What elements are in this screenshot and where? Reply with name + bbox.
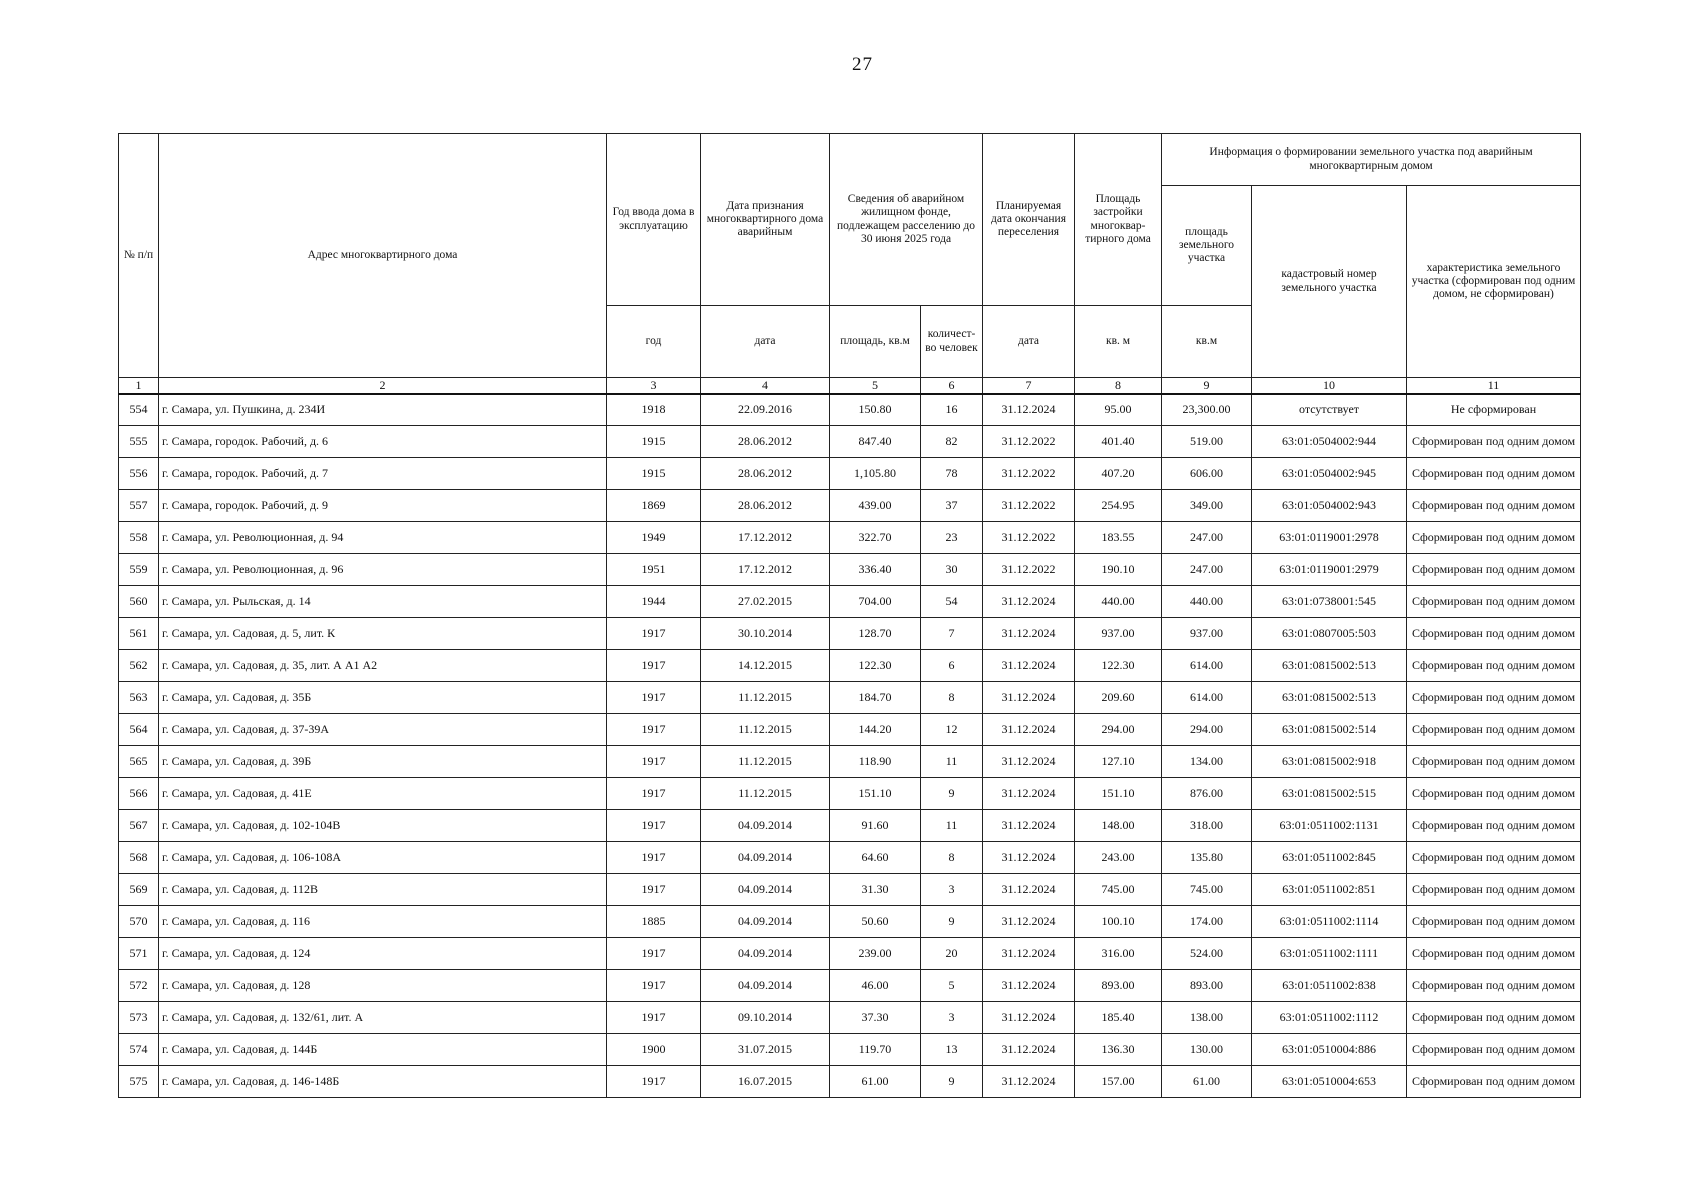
land-status-cell: Не сформирован xyxy=(1407,394,1581,426)
table-row xyxy=(119,842,1581,874)
land-status-cell: Сформирован под одним домом xyxy=(1407,938,1581,970)
unit-area: площадь, кв.м xyxy=(830,306,921,378)
land-status-cell: Сформирован под одним домом xyxy=(1407,970,1581,1002)
row-number: 558 xyxy=(119,522,159,554)
header-address: Адрес многоквартирного дома xyxy=(159,134,607,378)
unit-planned-date: дата xyxy=(983,306,1075,378)
recognition-date-cell: 30.10.2014 xyxy=(701,618,830,650)
planned-date-cell: 31.12.2022 xyxy=(983,522,1075,554)
address-cell: г. Самара, ул. Рыльская, д. 14 xyxy=(159,586,607,618)
land-status-cell: Сформирован под одним домом xyxy=(1407,842,1581,874)
land-area-cell: 937.00 xyxy=(1162,618,1252,650)
land-status-cell: Сформирован под одним домом xyxy=(1407,426,1581,458)
table-row xyxy=(119,618,1581,650)
row-number: 555 xyxy=(119,426,159,458)
people-count-cell: 54 xyxy=(921,586,983,618)
land-area-cell: 519.00 xyxy=(1162,426,1252,458)
recognition-date-cell: 28.06.2012 xyxy=(701,490,830,522)
cadastral-number-cell: 63:01:0738001:545 xyxy=(1252,586,1407,618)
recognition-date-cell: 28.06.2012 xyxy=(701,426,830,458)
cadastral-number-cell: 63:01:0511002:1111 xyxy=(1252,938,1407,970)
year-cell: 1917 xyxy=(607,746,701,778)
land-area-cell: 134.00 xyxy=(1162,746,1252,778)
recognition-date-cell: 11.12.2015 xyxy=(701,682,830,714)
table-row xyxy=(119,970,1581,1002)
row-number: 575 xyxy=(119,1066,159,1098)
recognition-date-cell: 17.12.2012 xyxy=(701,522,830,554)
build-area-cell: 209.60 xyxy=(1075,682,1162,714)
area-cell: 322.70 xyxy=(830,522,921,554)
people-count-cell: 7 xyxy=(921,618,983,650)
row-number: 572 xyxy=(119,970,159,1002)
recognition-date-cell: 27.02.2015 xyxy=(701,586,830,618)
header-year: Год ввода дома в эксплуатацию xyxy=(607,134,701,306)
recognition-date-cell: 16.07.2015 xyxy=(701,1066,830,1098)
header-land-info: Информация о формировании земельного участка под аварийным многоквартирным домом xyxy=(1162,134,1581,186)
people-count-cell: 9 xyxy=(921,906,983,938)
table-row xyxy=(119,1002,1581,1034)
unit-build-area: кв. м xyxy=(1075,306,1162,378)
address-cell: г. Самара, ул. Пушкина, д. 234И xyxy=(159,394,607,426)
land-area-cell: 61.00 xyxy=(1162,1066,1252,1098)
planned-date-cell: 31.12.2024 xyxy=(983,906,1075,938)
table-row xyxy=(119,682,1581,714)
column-number: 3 xyxy=(607,378,701,394)
people-count-cell: 9 xyxy=(921,1066,983,1098)
land-status-cell: Сформирован под одним домом xyxy=(1407,746,1581,778)
people-count-cell: 11 xyxy=(921,746,983,778)
land-area-cell: 349.00 xyxy=(1162,490,1252,522)
address-cell: г. Самара, ул. Садовая, д. 146-148Б xyxy=(159,1066,607,1098)
land-area-cell: 318.00 xyxy=(1162,810,1252,842)
row-number: 571 xyxy=(119,938,159,970)
land-status-cell: Сформирован под одним домом xyxy=(1407,714,1581,746)
build-area-cell: 136.30 xyxy=(1075,1034,1162,1066)
land-area-cell: 247.00 xyxy=(1162,554,1252,586)
year-cell: 1869 xyxy=(607,490,701,522)
area-cell: 46.00 xyxy=(830,970,921,1002)
land-status-cell: Сформирован под одним домом xyxy=(1407,618,1581,650)
recognition-date-cell: 04.09.2014 xyxy=(701,810,830,842)
column-number: 2 xyxy=(159,378,607,394)
header-land-area: площадь земельного участка xyxy=(1162,186,1252,306)
area-cell: 439.00 xyxy=(830,490,921,522)
page-number: 27 xyxy=(852,54,873,75)
address-cell: г. Самара, ул. Садовая, д. 132/61, лит. А xyxy=(159,1002,607,1034)
table-row xyxy=(119,810,1581,842)
cadastral-number-cell: 63:01:0119001:2978 xyxy=(1252,522,1407,554)
people-count-cell: 78 xyxy=(921,458,983,490)
cadastral-number-cell: 63:01:0511002:1112 xyxy=(1252,1002,1407,1034)
area-cell: 61.00 xyxy=(830,1066,921,1098)
area-cell: 91.60 xyxy=(830,810,921,842)
recognition-date-cell: 09.10.2014 xyxy=(701,1002,830,1034)
year-cell: 1917 xyxy=(607,650,701,682)
people-count-cell: 5 xyxy=(921,970,983,1002)
table-row xyxy=(119,490,1581,522)
row-number: 573 xyxy=(119,1002,159,1034)
land-status-cell: Сформирован под одним домом xyxy=(1407,554,1581,586)
recognition-date-cell: 11.12.2015 xyxy=(701,778,830,810)
cadastral-number-cell: 63:01:0815002:918 xyxy=(1252,746,1407,778)
row-number: 556 xyxy=(119,458,159,490)
planned-date-cell: 31.12.2024 xyxy=(983,842,1075,874)
people-count-cell: 3 xyxy=(921,874,983,906)
address-cell: г. Самара, ул. Садовая, д. 124 xyxy=(159,938,607,970)
land-area-cell: 247.00 xyxy=(1162,522,1252,554)
cadastral-number-cell: 63:01:0511002:1114 xyxy=(1252,906,1407,938)
build-area-cell: 122.30 xyxy=(1075,650,1162,682)
column-number: 10 xyxy=(1252,378,1407,394)
recognition-date-cell: 28.06.2012 xyxy=(701,458,830,490)
row-number: 561 xyxy=(119,618,159,650)
year-cell: 1944 xyxy=(607,586,701,618)
year-cell: 1917 xyxy=(607,938,701,970)
header-cadastral: кадастровый номер земельного участка xyxy=(1252,186,1407,378)
people-count-cell: 8 xyxy=(921,842,983,874)
table-row xyxy=(119,458,1581,490)
area-cell: 184.70 xyxy=(830,682,921,714)
area-cell: 128.70 xyxy=(830,618,921,650)
people-count-cell: 6 xyxy=(921,650,983,682)
address-cell: г. Самара, ул. Садовая, д. 5, лит. К xyxy=(159,618,607,650)
address-cell: г. Самара, ул. Революционная, д. 96 xyxy=(159,554,607,586)
unit-recognition-date: дата xyxy=(701,306,830,378)
address-cell: г. Самара, ул. Садовая, д. 112В xyxy=(159,874,607,906)
land-area-cell: 135.80 xyxy=(1162,842,1252,874)
address-cell: г. Самара, ул. Садовая, д. 35Б xyxy=(159,682,607,714)
cadastral-number-cell: 63:01:0511002:845 xyxy=(1252,842,1407,874)
land-area-cell: 893.00 xyxy=(1162,970,1252,1002)
land-area-cell: 524.00 xyxy=(1162,938,1252,970)
recognition-date-cell: 22.09.2016 xyxy=(701,394,830,426)
planned-date-cell: 31.12.2024 xyxy=(983,746,1075,778)
column-number: 7 xyxy=(983,378,1075,394)
row-number: 554 xyxy=(119,394,159,426)
table-row xyxy=(119,1034,1581,1066)
area-cell: 150.80 xyxy=(830,394,921,426)
people-count-cell: 82 xyxy=(921,426,983,458)
land-status-cell: Сформирован под одним домом xyxy=(1407,874,1581,906)
planned-date-cell: 31.12.2022 xyxy=(983,426,1075,458)
year-cell: 1917 xyxy=(607,1002,701,1034)
year-cell: 1951 xyxy=(607,554,701,586)
column-number: 5 xyxy=(830,378,921,394)
row-number: 564 xyxy=(119,714,159,746)
row-number: 569 xyxy=(119,874,159,906)
area-cell: 122.30 xyxy=(830,650,921,682)
build-area-cell: 254.95 xyxy=(1075,490,1162,522)
area-cell: 50.60 xyxy=(830,906,921,938)
build-area-cell: 316.00 xyxy=(1075,938,1162,970)
table-row xyxy=(119,394,1581,426)
planned-date-cell: 31.12.2024 xyxy=(983,650,1075,682)
table-row xyxy=(119,778,1581,810)
land-status-cell: Сформирован под одним домом xyxy=(1407,650,1581,682)
recognition-date-cell: 11.12.2015 xyxy=(701,714,830,746)
address-cell: г. Самара, ул. Садовая, д. 106-108А xyxy=(159,842,607,874)
planned-date-cell: 31.12.2022 xyxy=(983,554,1075,586)
row-number: 559 xyxy=(119,554,159,586)
address-cell: г. Самара, ул. Садовая, д. 41Е xyxy=(159,778,607,810)
build-area-cell: 294.00 xyxy=(1075,714,1162,746)
cadastral-number-cell: 63:01:0504002:943 xyxy=(1252,490,1407,522)
land-status-cell: Сформирован под одним домом xyxy=(1407,906,1581,938)
area-cell: 144.20 xyxy=(830,714,921,746)
land-area-cell: 130.00 xyxy=(1162,1034,1252,1066)
land-status-cell: Сформирован под одним домом xyxy=(1407,522,1581,554)
row-number: 570 xyxy=(119,906,159,938)
area-cell: 704.00 xyxy=(830,586,921,618)
area-cell: 37.30 xyxy=(830,1002,921,1034)
people-count-cell: 20 xyxy=(921,938,983,970)
land-area-cell: 23,300.00 xyxy=(1162,394,1252,426)
planned-date-cell: 31.12.2024 xyxy=(983,778,1075,810)
table-row xyxy=(119,554,1581,586)
table-row xyxy=(119,650,1581,682)
planned-date-cell: 31.12.2024 xyxy=(983,1034,1075,1066)
year-cell: 1917 xyxy=(607,970,701,1002)
planned-date-cell: 31.12.2024 xyxy=(983,1066,1075,1098)
row-number: 557 xyxy=(119,490,159,522)
area-cell: 847.40 xyxy=(830,426,921,458)
year-cell: 1915 xyxy=(607,426,701,458)
area-cell: 119.70 xyxy=(830,1034,921,1066)
column-number: 1 xyxy=(119,378,159,394)
year-cell: 1949 xyxy=(607,522,701,554)
cadastral-number-cell: 63:01:0510004:886 xyxy=(1252,1034,1407,1066)
year-cell: 1917 xyxy=(607,1066,701,1098)
cadastral-number-cell: 63:01:0815002:514 xyxy=(1252,714,1407,746)
recognition-date-cell: 04.09.2014 xyxy=(701,906,830,938)
build-area-cell: 440.00 xyxy=(1075,586,1162,618)
column-number: 8 xyxy=(1075,378,1162,394)
land-status-cell: Сформирован под одним домом xyxy=(1407,778,1581,810)
cadastral-number-cell: 63:01:0510004:653 xyxy=(1252,1066,1407,1098)
year-cell: 1915 xyxy=(607,458,701,490)
address-cell: г. Самара, ул. Садовая, д. 144Б xyxy=(159,1034,607,1066)
row-number: 562 xyxy=(119,650,159,682)
planned-date-cell: 31.12.2024 xyxy=(983,394,1075,426)
table-row xyxy=(119,906,1581,938)
column-number: 11 xyxy=(1407,378,1581,394)
build-area-cell: 157.00 xyxy=(1075,1066,1162,1098)
land-area-cell: 138.00 xyxy=(1162,1002,1252,1034)
table-row xyxy=(119,874,1581,906)
recognition-date-cell: 11.12.2015 xyxy=(701,746,830,778)
row-number: 565 xyxy=(119,746,159,778)
planned-date-cell: 31.12.2024 xyxy=(983,682,1075,714)
planned-date-cell: 31.12.2024 xyxy=(983,618,1075,650)
address-cell: г. Самара, городок. Рабочий, д. 7 xyxy=(159,458,607,490)
row-number: 568 xyxy=(119,842,159,874)
cadastral-number-cell: 63:01:0807005:503 xyxy=(1252,618,1407,650)
address-cell: г. Самара, ул. Садовая, д. 35, лит. А А1 А2 xyxy=(159,650,607,682)
row-number: 566 xyxy=(119,778,159,810)
planned-date-cell: 31.12.2022 xyxy=(983,490,1075,522)
planned-date-cell: 31.12.2024 xyxy=(983,874,1075,906)
address-cell: г. Самара, ул. Садовая, д. 39Б xyxy=(159,746,607,778)
land-status-cell: Сформирован под одним домом xyxy=(1407,458,1581,490)
planned-date-cell: 31.12.2022 xyxy=(983,458,1075,490)
cadastral-number-cell: отсутствует xyxy=(1252,394,1407,426)
table-row xyxy=(119,426,1581,458)
people-count-cell: 23 xyxy=(921,522,983,554)
planned-date-cell: 31.12.2024 xyxy=(983,586,1075,618)
land-status-cell: Сформирован под одним домом xyxy=(1407,586,1581,618)
table-row xyxy=(119,938,1581,970)
cadastral-number-cell: 63:01:0504002:944 xyxy=(1252,426,1407,458)
cadastral-number-cell: 63:01:0511002:851 xyxy=(1252,874,1407,906)
cadastral-number-cell: 63:01:0504002:945 xyxy=(1252,458,1407,490)
build-area-cell: 127.10 xyxy=(1075,746,1162,778)
land-area-cell: 174.00 xyxy=(1162,906,1252,938)
planned-date-cell: 31.12.2024 xyxy=(983,1002,1075,1034)
unit-year: год xyxy=(607,306,701,378)
build-area-cell: 243.00 xyxy=(1075,842,1162,874)
people-count-cell: 8 xyxy=(921,682,983,714)
build-area-cell: 95.00 xyxy=(1075,394,1162,426)
column-number: 9 xyxy=(1162,378,1252,394)
row-number: 563 xyxy=(119,682,159,714)
recognition-date-cell: 04.09.2014 xyxy=(701,970,830,1002)
table-row xyxy=(119,1066,1581,1098)
build-area-cell: 401.40 xyxy=(1075,426,1162,458)
recognition-date-cell: 04.09.2014 xyxy=(701,842,830,874)
column-number-row xyxy=(119,378,1581,394)
build-area-cell: 745.00 xyxy=(1075,874,1162,906)
row-number: 574 xyxy=(119,1034,159,1066)
row-number: 560 xyxy=(119,586,159,618)
cadastral-number-cell: 63:01:0511002:838 xyxy=(1252,970,1407,1002)
column-number: 4 xyxy=(701,378,830,394)
build-area-cell: 185.40 xyxy=(1075,1002,1162,1034)
people-count-cell: 12 xyxy=(921,714,983,746)
address-cell: г. Самара, ул. Садовая, д. 116 xyxy=(159,906,607,938)
cadastral-number-cell: 63:01:0815002:515 xyxy=(1252,778,1407,810)
land-area-cell: 745.00 xyxy=(1162,874,1252,906)
header-recognition-date: Дата признания многоквартирного дома аварийным xyxy=(701,134,830,306)
land-area-cell: 876.00 xyxy=(1162,778,1252,810)
year-cell: 1917 xyxy=(607,682,701,714)
land-status-cell: Сформирован под одним домом xyxy=(1407,1066,1581,1098)
build-area-cell: 148.00 xyxy=(1075,810,1162,842)
year-cell: 1917 xyxy=(607,714,701,746)
area-cell: 64.60 xyxy=(830,842,921,874)
address-cell: г. Самара, городок. Рабочий, д. 6 xyxy=(159,426,607,458)
people-count-cell: 3 xyxy=(921,1002,983,1034)
area-cell: 239.00 xyxy=(830,938,921,970)
table-row xyxy=(119,586,1581,618)
year-cell: 1900 xyxy=(607,1034,701,1066)
address-cell: г. Самара, ул. Революционная, д. 94 xyxy=(159,522,607,554)
planned-date-cell: 31.12.2024 xyxy=(983,810,1075,842)
people-count-cell: 37 xyxy=(921,490,983,522)
header-fund-info: Сведения об аварийном жилищном фонде, подлежащем расселению до 30 июня 2025 года xyxy=(830,134,983,306)
recognition-date-cell: 14.12.2015 xyxy=(701,650,830,682)
header-num: № п/п xyxy=(119,134,159,378)
planned-date-cell: 31.12.2024 xyxy=(983,970,1075,1002)
year-cell: 1918 xyxy=(607,394,701,426)
recognition-date-cell: 17.12.2012 xyxy=(701,554,830,586)
build-area-cell: 190.10 xyxy=(1075,554,1162,586)
land-status-cell: Сформирован под одним домом xyxy=(1407,1002,1581,1034)
header-build-area: Площадь застройки многоквар-тирного дома xyxy=(1075,134,1162,306)
area-cell: 118.90 xyxy=(830,746,921,778)
land-area-cell: 440.00 xyxy=(1162,586,1252,618)
year-cell: 1917 xyxy=(607,618,701,650)
people-count-cell: 11 xyxy=(921,810,983,842)
people-count-cell: 9 xyxy=(921,778,983,810)
year-cell: 1917 xyxy=(607,874,701,906)
people-count-cell: 30 xyxy=(921,554,983,586)
build-area-cell: 151.10 xyxy=(1075,778,1162,810)
cadastral-number-cell: 63:01:0815002:513 xyxy=(1252,682,1407,714)
planned-date-cell: 31.12.2024 xyxy=(983,938,1075,970)
planned-date-cell: 31.12.2024 xyxy=(983,714,1075,746)
cadastral-number-cell: 63:01:0119001:2979 xyxy=(1252,554,1407,586)
year-cell: 1917 xyxy=(607,810,701,842)
header-land-status: характеристика земельного участка (сформирован под одним домом, не сформирован) xyxy=(1407,186,1581,378)
row-number: 567 xyxy=(119,810,159,842)
address-cell: г. Самара, ул. Садовая, д. 102-104В xyxy=(159,810,607,842)
address-cell: г. Самара, ул. Садовая, д. 128 xyxy=(159,970,607,1002)
year-cell: 1885 xyxy=(607,906,701,938)
table-row xyxy=(119,714,1581,746)
year-cell: 1917 xyxy=(607,778,701,810)
recognition-date-cell: 04.09.2014 xyxy=(701,874,830,906)
area-cell: 1,105.80 xyxy=(830,458,921,490)
cadastral-number-cell: 63:01:0511002:1131 xyxy=(1252,810,1407,842)
build-area-cell: 407.20 xyxy=(1075,458,1162,490)
build-area-cell: 100.10 xyxy=(1075,906,1162,938)
land-area-cell: 614.00 xyxy=(1162,682,1252,714)
people-count-cell: 16 xyxy=(921,394,983,426)
table-row xyxy=(119,746,1581,778)
land-area-cell: 614.00 xyxy=(1162,650,1252,682)
land-area-cell: 294.00 xyxy=(1162,714,1252,746)
area-cell: 31.30 xyxy=(830,874,921,906)
area-cell: 151.10 xyxy=(830,778,921,810)
area-cell: 336.40 xyxy=(830,554,921,586)
recognition-date-cell: 04.09.2014 xyxy=(701,938,830,970)
unit-people: количест-во человек xyxy=(921,306,983,378)
year-cell: 1917 xyxy=(607,842,701,874)
people-count-cell: 13 xyxy=(921,1034,983,1066)
build-area-cell: 893.00 xyxy=(1075,970,1162,1002)
land-status-cell: Сформирован под одним домом xyxy=(1407,810,1581,842)
table-body xyxy=(119,394,1581,1098)
emergency-housing-table xyxy=(118,133,1581,1098)
address-cell: г. Самара, ул. Садовая, д. 37-39А xyxy=(159,714,607,746)
address-cell: г. Самара, городок. Рабочий, д. 9 xyxy=(159,490,607,522)
land-status-cell: Сформирован под одним домом xyxy=(1407,682,1581,714)
land-area-cell: 606.00 xyxy=(1162,458,1252,490)
land-status-cell: Сформирован под одним домом xyxy=(1407,490,1581,522)
build-area-cell: 937.00 xyxy=(1075,618,1162,650)
table-row xyxy=(119,522,1581,554)
unit-land-area: кв.м xyxy=(1162,306,1252,378)
column-number: 6 xyxy=(921,378,983,394)
header-planned-date: Планируемая дата окончания переселения xyxy=(983,134,1075,306)
cadastral-number-cell: 63:01:0815002:513 xyxy=(1252,650,1407,682)
build-area-cell: 183.55 xyxy=(1075,522,1162,554)
land-status-cell: Сформирован под одним домом xyxy=(1407,1034,1581,1066)
recognition-date-cell: 31.07.2015 xyxy=(701,1034,830,1066)
